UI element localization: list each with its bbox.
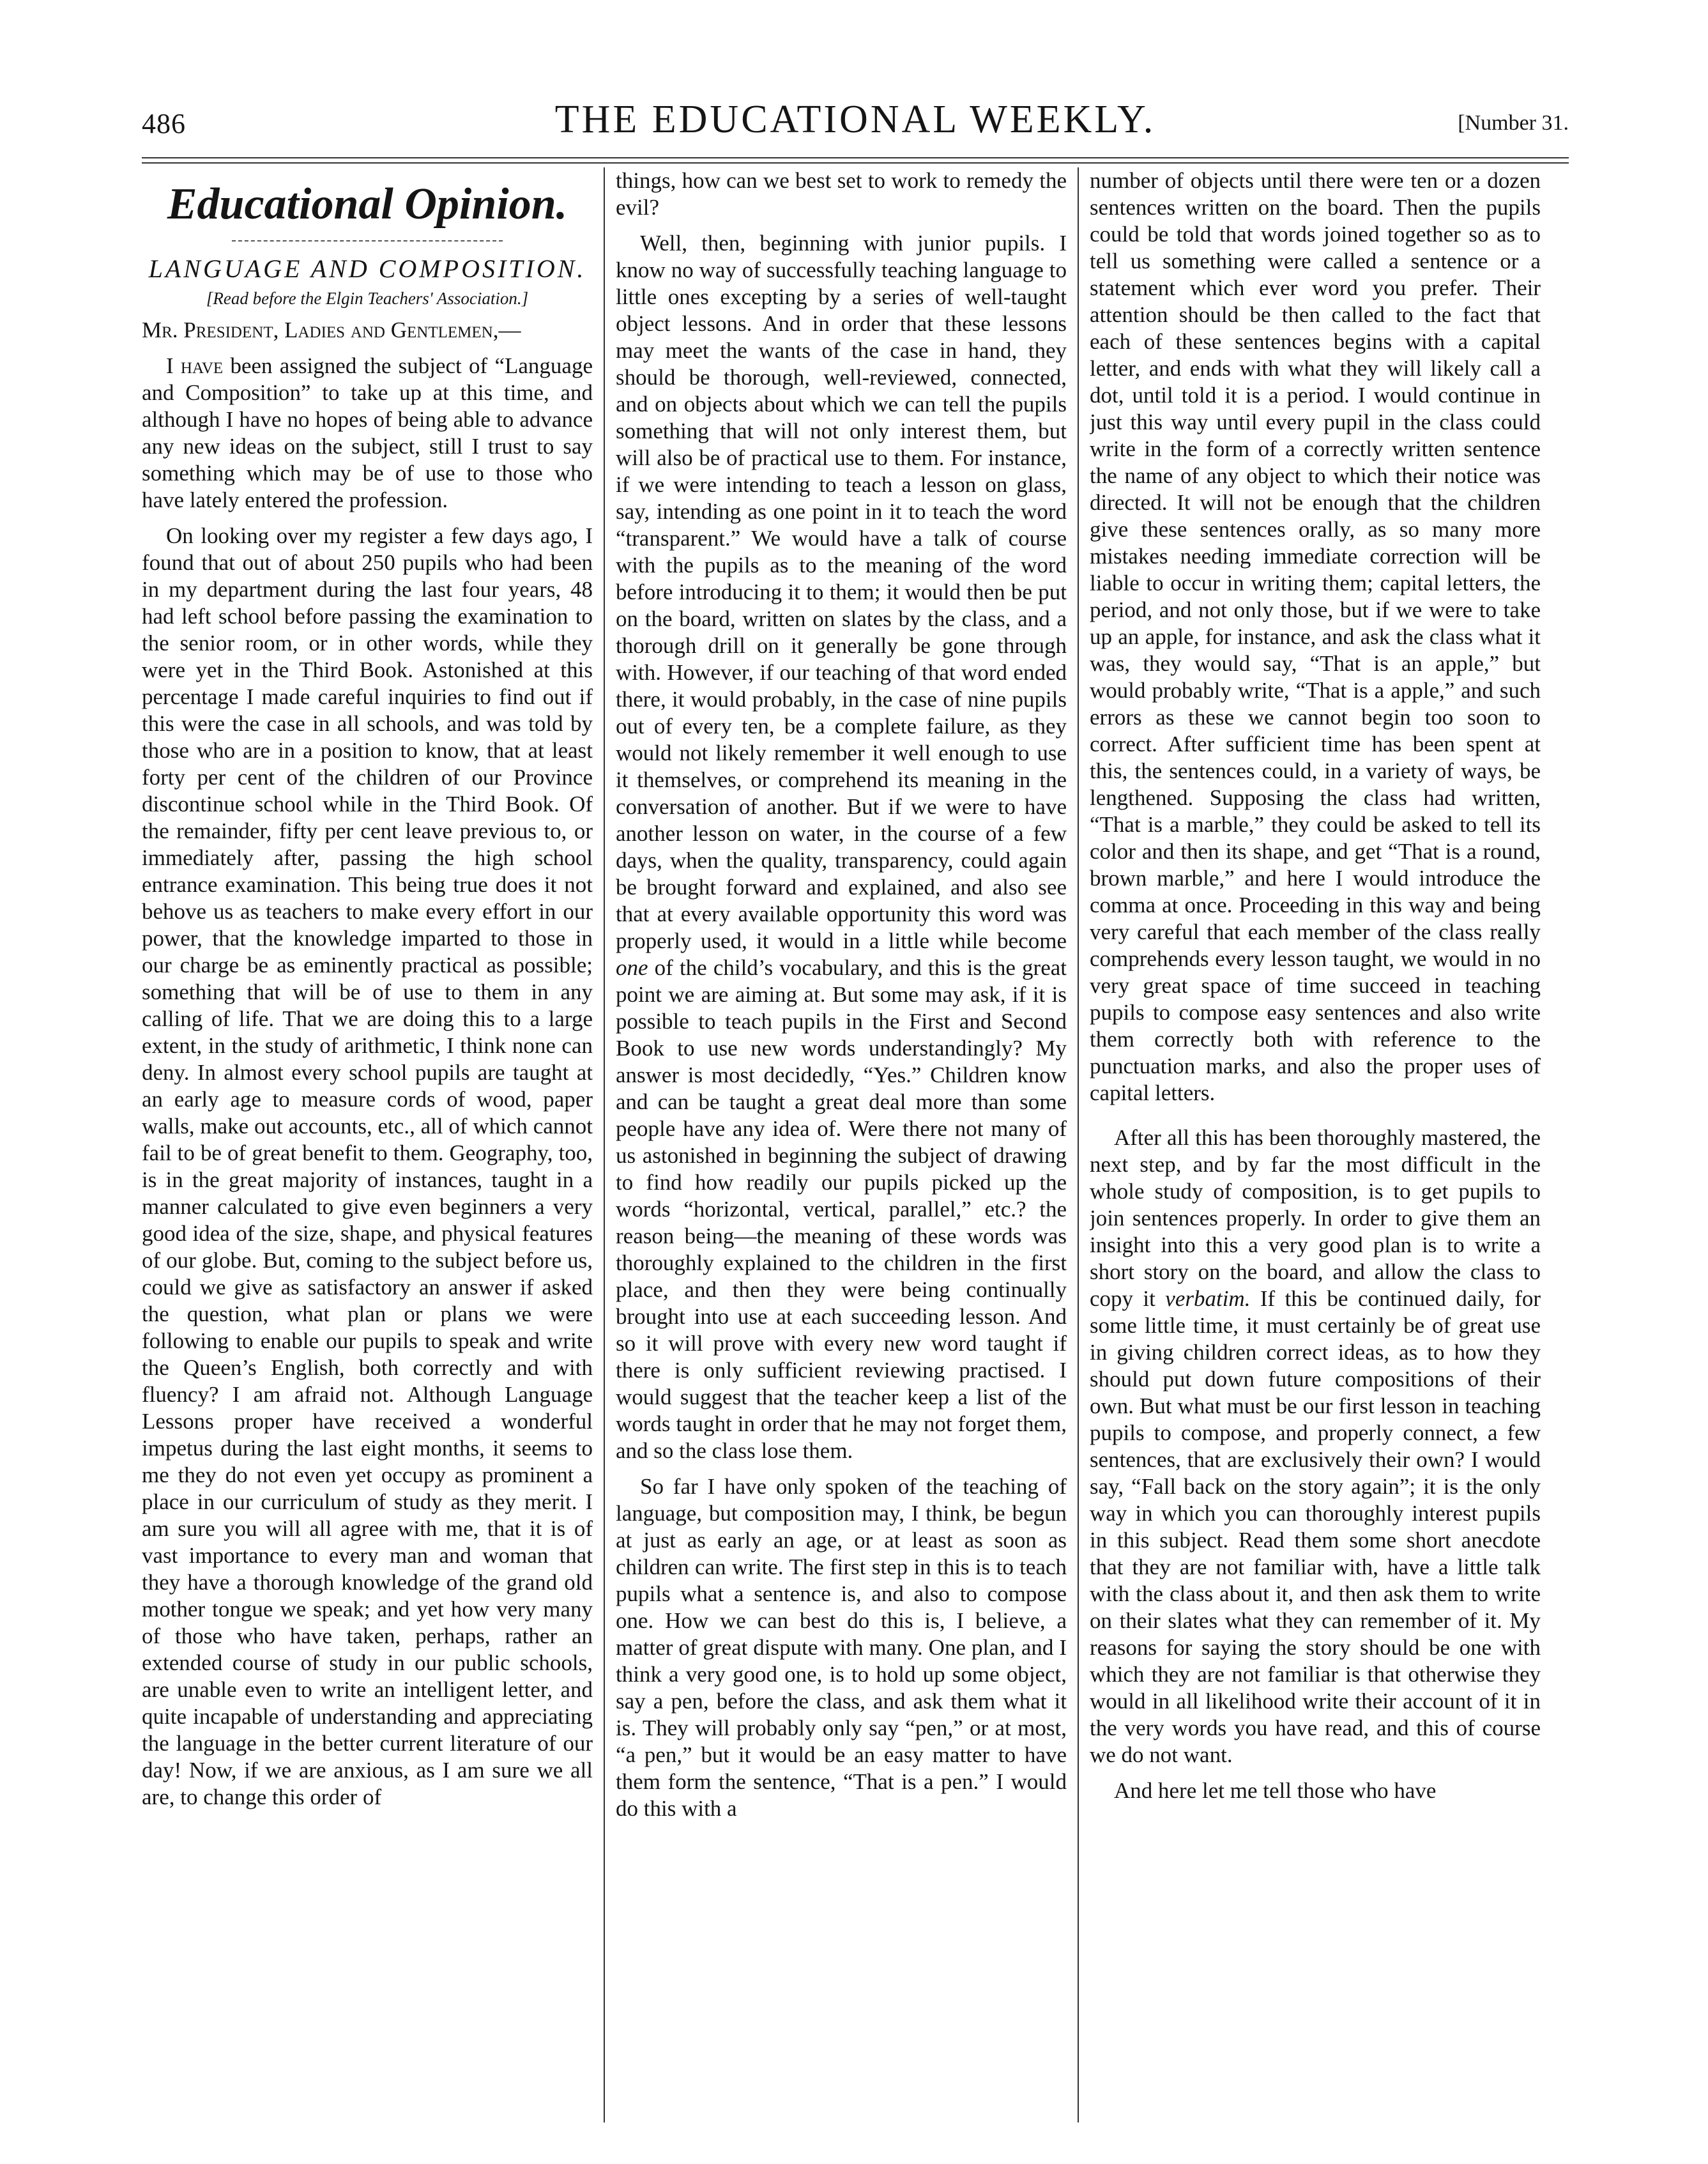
paragraph: On looking over my register a few days ago, I found that out of about 250 pupils who had been in my department during the last four years, 48 had left school before passing the examination to the senior room, or in other words, while they were yet in the Third Book. Astonished at this percentage I made careful inquiries to find out if this were the case in all schools, and was told by those who are in a position to know, that at least forty per cent of the children of our Province discontinue school while in the Third Book. Of the remainder, fifty per cent leave previous to, or immediately after, passing the high school entrance examination. This being true does it not behove us as teachers to make every effort in our power, that the knowledge imparted to those in our charge be as eminently practical as possible; something that will be of use to them in any calling of life. That we are doing this to a large extent, in the study of arithmetic, I think none can deny. In almost every school pupils are taught at an early age to measure cords of wood, paper walls, make out accounts, etc., all of which cannot fail to be of great benefit to them. Geography, too, is in the great majority of instances, taught in a manner calculated to give even beginners a very good idea of the size, shape, and physical features of our globe. But, coming to the subject before us, could we give as satisfactory an answer if asked the question, what plan or plans we were following to enable our pupils to speak and write the Queen’s English, both correctly and with fluency? I am afraid not. Although Language Lessons proper have received a wonderful impetus during the last eight months, it seems to me they do not even yet occupy as prominent a place in our curriculum of study as they merit. I am sure you will all agree with me, that it is of vast importance to every man and woman that they have a thorough knowledge of the grand old mother tongue we speak; and yet how very many of those who have taken, perhaps, rather an extended course of study in our public schools, are unable even to write an intelligent letter, and quite incapable of understanding and appreciating the language in the better current literature of our day! Now, if we are anxious, as I am sure we all are, to change this order of [142,523,593,1809]
paragraph [1090,1124,1541,1769]
emphasis: one [616,955,648,980]
column-divider [604,167,605,2122]
paragraph-text: Well, then, beginning with junior pupils. I know no way of successfully teaching language to little ones excepting by a series of well-taught object lessons. And in order that these lessons may meet the wants of the case in hand, they should be thorough, well-reviewed, connected, and on objects about which we can tell the pupils something that will not only interest them, but will also be of practical use to them. For instance, if we were intending to teach a lesson on glass, say, intending as one point in it to teach the word “transparent.” We would have a talk of course with the pupils as to the meaning of the word before introducing it to them; it would then be put on the board, written on slates by the class, and a thorough drill on it generally be gone through with. However, if our teaching of that word ended there, it would probably, in the case of nine pupils out of every ten, be a complete failure, as they would not likely remember it well enough to use it themselves, or comprehend its meaning in the conversation of another. But if we were to have another lesson on water, in the course of a few days, when the quality, transparency, could again be brought forward and explained, and also see that at every available opportunity this word was properly used, it would in a little while become [616,231,1067,953]
column-divider [1078,167,1079,2122]
article-note: [Read before the Elgin Teachers' Association.] [206,289,529,308]
issue-number: [Number 31. [1458,111,1569,135]
salutation: Mr. President, Ladies and Gentlemen,— [142,318,521,342]
paragraph-text: of the child’s vocabulary, and this is the great point we are aiming at. But some may ask, if it is possible to teach pupils in the First and Second Book to use new words understandingly? My answer is most decidedly, “Yes.” Children know and can be taught a great deal more than some people have any idea of. Were there not many of us astonished in beginning the subject of drawing to find how readily our pupils picked up the words “horizontal, vertical, parallel,” etc.? the reason being—the meaning of these words was thoroughly explained to the children in the first place, and then they were being continually brought into use at each succeeding lesson. And so it will prove with every new word taught if there is only sufficient reviewing practised. I would suggest that the teacher keep a list of the words taught in order that he may not forget them, and so the class lose them. [616,955,1067,1463]
column-2 [616,167,1067,2110]
paragraph: number of objects until there were ten or a dozen sentences written on the board. Then the pupils could be told that words joined together so as to tell us something were called a sentence or a statement which ever word you prefer. Their attention should be then called to the fact that each of these sentences begins with a capital letter, and ends with what they will likely call a dot, until told it is a period. I would continue in just this way until every pupil in the class could write in the form of a correctly written sentence the name of any object to which their notice was directed. It will not be enough that the children give these sentences orally, as so many more mistakes needing immediate correction will be liable to occur in writing them; capital letters, the period, and not only those, but if we were to take up an apple, for instance, and ask the class what it was, they would say, “That is an apple,” but would probably write, “That is a apple,” and such errors as these we cannot begin too soon to correct. After sufficient time has been spent at this, the sentences could, in a variety of ways, be lengthened. Supposing the class had written, “That is a marble,” they could be asked to tell its color and then its shape, and get “That is a round, brown marble,” and here I would introduce the comma at once. Proceeding in this way and being very careful that each member of the class really comprehends every lesson taught, we would in no very great space of time succeed in teaching pupils to compose easy sentences and also write them correctly both with reference to the punctuation marks, and also the proper uses of capital letters. [1090,168,1541,1105]
section-divider [232,240,503,242]
paragraph-text: If this be continued daily, for some little time, it must certainly be of great use in giving children correct ideas, as to how they should put down future compositions of their own. But what must be our first lesson in teaching pupils to compose, and properly connect, a few sentences, that are exclusively their own? I would say, “Fall back on the story again”; it is the only way in which you can thoroughly interest pupils in this subject. Read them some short anecdote that they are not familiar with, have a little talk with the class about it, and then ask them to write on their slates what they can remember of it. My reasons for saying the story should be one with which they are not familiar is that otherwise they would in all likelihood write their account of it in the very words you have read, and this of course we do not want. [1090,1286,1541,1767]
paragraph: things, how can we best set to work to remedy the evil? [616,168,1067,220]
paragraph-text: been assigned the subject of “Language and Composition” to take up at this time, and although I have no hopes of being able to advance any new ideas on the subject, still I trust to say something which may be of use to those who have lately entered the profession. [142,353,593,512]
paragraph: So far I have only spoken of the teaching of language, but composition may, I think, be begun at just as early an age, or at least as soon as children can write. The first step in this is to teach pupils what a sentence is, and also to compose one. How we can best do this is, I believe, a matter of great dispute with many. One plan, and I think a very good one, is to hold up some object, say a pen, before the class, and ask them what it is. They will probably only say “pen,” or at most, “a pen,” but it would be an easy matter to have them form the sentence, “That is a pen.” I would do this with a [616,1474,1067,1821]
section-title: Educational Opinion. [167,180,568,229]
article-title: LANGUAGE AND COMPOSITION. [148,254,586,283]
paragraph-lead: I have [166,353,224,378]
page-number: 486 [142,108,186,139]
column-1 [142,167,593,2110]
paragraph [142,353,593,514]
paragraph: And here let me tell those who have [1114,1778,1437,1803]
paragraph-text: After all this has been thoroughly mastered, the next step, and by far the most difficult in the whole study of composition, is to get pupils to join sentences properly. In order to give them an insight into this a very good plan is to write a short story on the board, and allow the class to copy it [1090,1125,1541,1311]
page-header [142,95,1569,146]
header-rule [142,157,1569,164]
paragraph [616,230,1067,1464]
column-3 [1090,167,1541,2110]
emphasis: verbatim. [1165,1286,1251,1311]
journal-title: THE EDUCATIONAL WEEKLY. [554,98,1156,141]
